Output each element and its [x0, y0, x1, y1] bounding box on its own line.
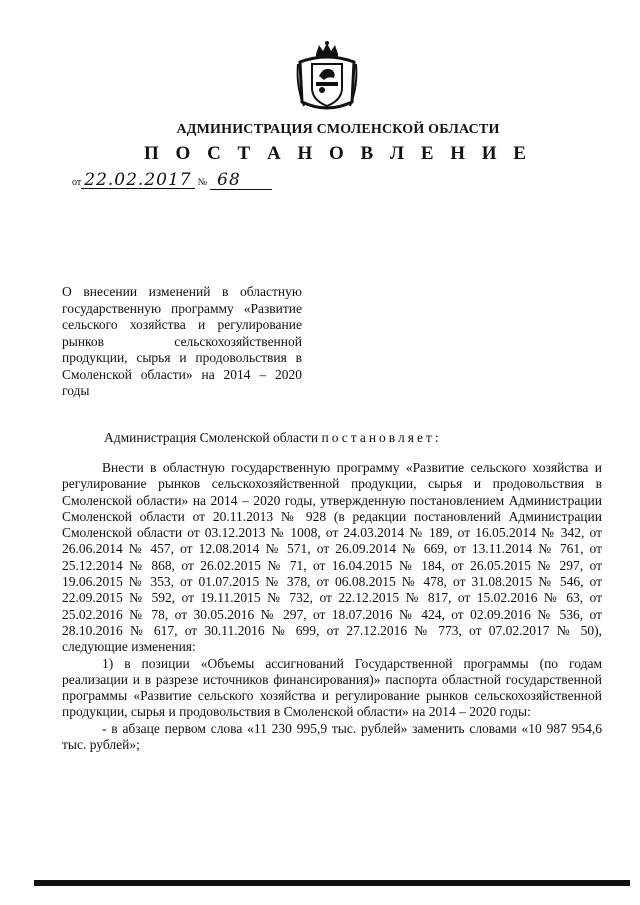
document-number: 68 [217, 170, 241, 190]
document-date: 22.02.2017 [81, 172, 194, 189]
document-body [62, 460, 602, 753]
coat-of-arms-icon [294, 40, 360, 116]
date-number-line [72, 172, 272, 192]
document-title: О внесении изменений в областную государственную программу «Развитие сельского хозяйства и регулирование рынков сельскохозяйственной продукции, сырья и продовольствия в Смоленской области» на 2014 – 2020 годы [62, 284, 302, 398]
body-paragraph-2: 1) в позиции «Объемы ассигнований Государственной программы (по годам реализации и в разрезе источников финансирования)» паспорта областной государственной программы «Развитие сельского хозяйства и регулирование рынков сельскохозяйственной продукции, сырья и продовольствия в Смоленской области» на 2014 – 2020 годы: [62, 655, 602, 720]
number-prefix: № [197, 177, 208, 188]
date-prefix: от [72, 177, 82, 188]
preamble-text: Администрация Смоленской области [104, 430, 322, 445]
preamble [104, 430, 442, 446]
organization-name: АДМИНИСТРАЦИЯ СМОЛЕНСКОЙ ОБЛАСТИ [176, 122, 500, 137]
body-paragraph-1: Внести в областную государственную программу «Развитие сельского хозяйства и регулирование рынков сельскохозяйственной продукции, сырья и продовольствия в Смоленской области» на 2014 – 2020 годы, утвержденную постановлением Администрации Смоленской области от 20.11.2013 № 928 (в редакции постановлений Администрации Смоленской области от 03.12.2013 № 1008, от 24.03.2014 № 189, от 16.05.2014 № 342, от 26.06.2014 № 457, от 12.08.2014 № 571, от 26.09.2014 № 669, от 13.11.2014 № 761, от 25.12.2014 № 868, от 26.02.2015 № 71, от 16.04.2015 № 184, от 26.05.2015 № 297, от 19.06.2015 № 353, от 01.07.2015 № 378, от 06.08.2015 № 478, от 31.08.2015 № 546, от 22.09.2015 № 592, от 19.11.2015 № 732, от 22.12.2015 № 817, от 15.02.2016 № 63, от 25.02.2016 № 78, от 30.05.2016 № 297, от 18.07.2016 № 424, от 02.09.2016 № 536, от 28.10.2016 № 617, от 30.11.2016 № 699, от 27.12.2016 № 773, от 07.02.2017 № 50), следующие изменения: [62, 460, 602, 655]
preamble-decree-word: постановляет: [321, 430, 442, 445]
smolensk-coat-of-arms-icon [294, 40, 360, 116]
page-bottom-rule [34, 880, 630, 886]
document-type: П О С Т А Н О В Л Е Н И Е [144, 143, 532, 164]
body-paragraph-3: - в абзаце первом слова «11 230 995,9 тыс. рублей» заменить словами «10 987 954,6 тыс. рублей»; [62, 720, 602, 753]
